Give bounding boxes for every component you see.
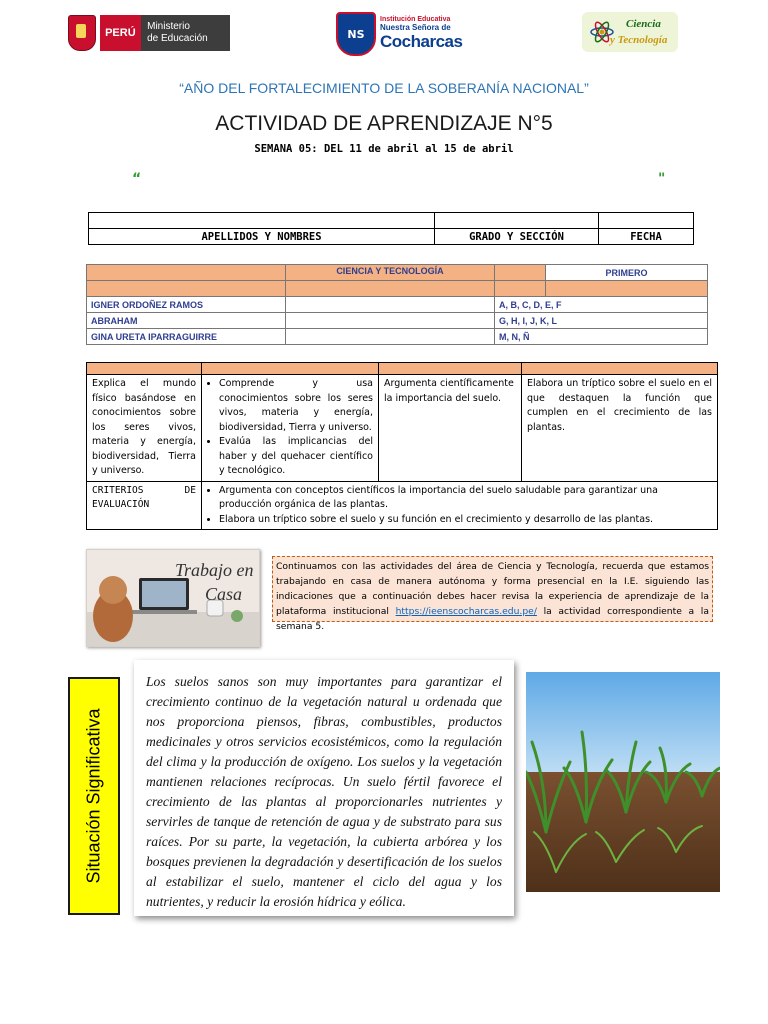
ciencia-tecnologia-logo bbox=[582, 12, 678, 52]
institutional-link[interactable]: https://ieenscocharcas.edu.pe/ bbox=[395, 606, 537, 617]
competency-table bbox=[86, 362, 718, 530]
criterios-label: CRITERIOS DE EVALUACIÓN bbox=[87, 481, 202, 530]
year-title: “AÑO DEL FORTALECIMIENTO DE LA SOBERANÍA NACIONAL” bbox=[179, 80, 589, 96]
teacher-header-blank-2 bbox=[495, 265, 546, 281]
criterio-item: • Elabora un tríptico sobre el suelo y su función en el crecimiento y desarrollo de las plantas. bbox=[219, 513, 712, 528]
teacher-name: IGNER ORDOÑEZ RAMOS bbox=[87, 297, 286, 313]
minedu-logo bbox=[68, 12, 230, 54]
peru-shield-icon bbox=[68, 15, 96, 51]
situacion-label-text: Situación Significativa bbox=[83, 708, 104, 884]
teacher-sections: M, N, Ñ bbox=[495, 329, 708, 345]
situacion-paragraph: Los suelos sanos son muy importantes para garantizar el crecimiento continuo de la vegetación natural u ordenada que nos proporciona piensos, fibras, combustibles, productos medicinales y otros servicios ecosistémicos, como la regulación del clima y la producción de oxígeno. Los suelos y la vegetación mantienen relaciones recíprocas. Un suelo fértil favorece el crecimiento de las plantas al proporcionarles nutrientes y servirles de tanque de retención de agua y de substrato para sus raíces. Por su parte, la vegetación, la cubierta arbórea y los bosques previenen la degradación y desertificación de los suelos al estabilizar el suelo, mantener el ciclo del agua y los nutrientes, y reducir la erosión hídrica y eólica. bbox=[134, 660, 514, 916]
home-photo-caption-2: Casa bbox=[205, 584, 243, 604]
area-header: CIENCIA Y TECNOLOGÍA bbox=[286, 265, 495, 281]
date-field[interactable] bbox=[599, 213, 694, 229]
teacher-row bbox=[87, 313, 708, 329]
quote-open: “ bbox=[132, 171, 142, 187]
teacher-name: GINA URETA IPARRAGUIRRE bbox=[87, 329, 286, 345]
activity-title: ACTIVIDAD DE APRENDIZAJE N°5 bbox=[215, 112, 553, 135]
corn-field-illustration bbox=[526, 672, 720, 892]
criterios-cell bbox=[202, 481, 718, 530]
name-field[interactable] bbox=[89, 213, 435, 229]
week-line: SEMANA 05: DEL 11 de abril al 15 de abril bbox=[254, 143, 514, 155]
notice-text: Continuamos con las actividades del área de Ciencia y Tecnología, recuerda que estamos trabajando en casa de manera autónoma y forma presencial en la I.E. siguiendo las indicaciones que a continuación debes hacer revisa la experiencia de aprendizaje de la plataforma institucional bbox=[276, 561, 709, 617]
minedu-country: PERÚ bbox=[100, 15, 141, 51]
school-name-line3: Cocharcas bbox=[380, 32, 463, 51]
school-name-line2: Nuestra Señora de bbox=[380, 23, 451, 32]
desempeno-cell: Argumenta científicamente la importancia del suelo. bbox=[379, 375, 522, 482]
competencia-cell: Explica el mundo físico basándose en conocimientos sobre los seres vivos, materia y energía, biodiversidad, Tierra y universo. bbox=[87, 375, 202, 482]
date-header: FECHA bbox=[599, 229, 694, 245]
capacidades-cell bbox=[202, 375, 379, 482]
teacher-header-blank bbox=[87, 265, 286, 281]
teacher-header-row2 bbox=[87, 281, 286, 297]
criterio-item: • Argumenta con conceptos científicos la importancia del suelo saludable para garantizar una producción orgánica de las plantas. bbox=[219, 484, 712, 513]
notice-text-end: la actividad correspondiente a la semana 5. bbox=[276, 606, 709, 632]
notice-box bbox=[272, 556, 713, 632]
capacidad-item: • Comprende y usa conocimientos sobre los seres vivos, materia y energía, biodiversidad, Tierra y universo. bbox=[219, 377, 373, 435]
teacher-sections: G, H, I, J, K, L bbox=[495, 313, 708, 329]
name-header: APELLIDOS Y NOMBRES bbox=[89, 229, 435, 245]
home-photo-caption-1: Trabajo en bbox=[175, 560, 254, 580]
producto-cell: Elabora un tríptico sobre el suelo en el que destaquen la función que cumplen en el crecimiento de las plantas. bbox=[522, 375, 718, 482]
teacher-name: ABRAHAM bbox=[87, 313, 286, 329]
teacher-row bbox=[87, 297, 708, 313]
grade-section-field[interactable] bbox=[435, 213, 599, 229]
trabajo-en-casa-image bbox=[86, 549, 260, 647]
teacher-row bbox=[87, 329, 708, 345]
minedu-ministry: Ministerio de Educación bbox=[141, 15, 230, 51]
quote-close: " bbox=[658, 171, 666, 187]
school-name-line1: Institución Educativa bbox=[380, 16, 451, 23]
grade-header: PRIMERO bbox=[546, 265, 708, 281]
teacher-table bbox=[86, 264, 708, 345]
capacidad-item: • Evalúa las implicancias del haber y del quehacer científico y tecnológico. bbox=[219, 435, 373, 479]
student-info-table bbox=[88, 212, 694, 245]
ciencia-logo-line1: Ciencia bbox=[626, 18, 661, 30]
situacion-significativa-label bbox=[68, 677, 120, 915]
school-crest-icon: NS bbox=[336, 12, 376, 56]
grade-section-header: GRADO Y SECCIÓN bbox=[435, 229, 599, 245]
ciencia-logo-line2: y Tecnología bbox=[610, 34, 668, 46]
corn-field-image bbox=[526, 672, 720, 892]
teacher-sections: A, B, C, D, E, F bbox=[495, 297, 708, 313]
school-logo bbox=[336, 10, 468, 58]
